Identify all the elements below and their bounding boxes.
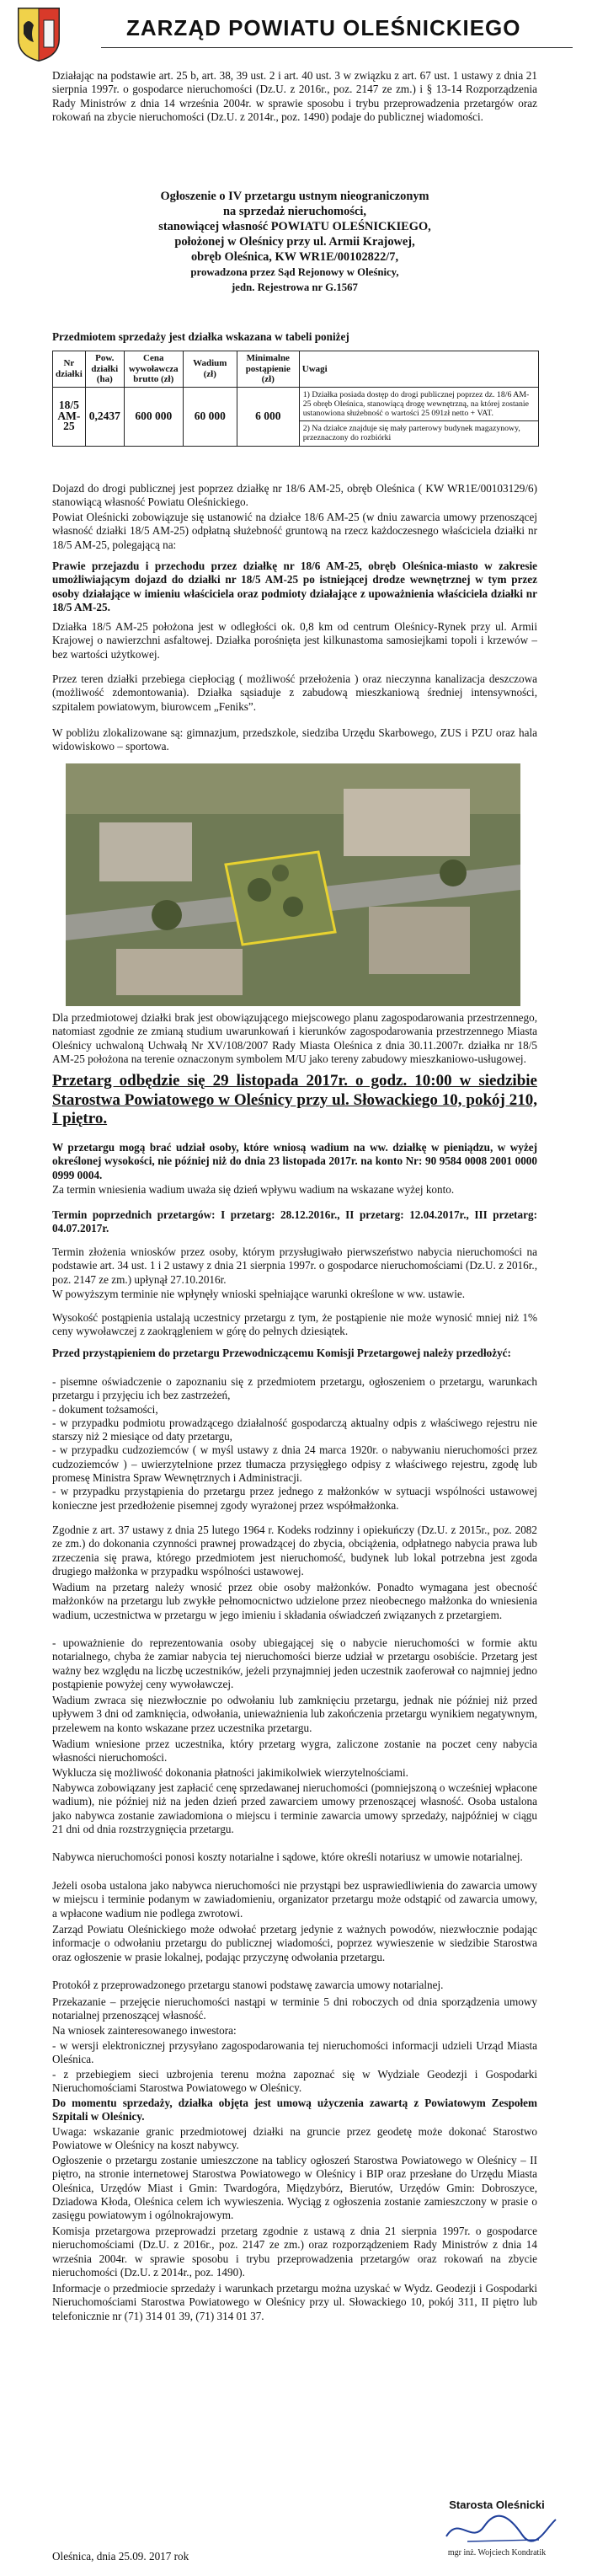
notes-cell: [299, 387, 538, 446]
legal-basis-paragraph: Działając na podstawie art. 25 b, art. 38, 39 ust. 2 i art. 40 ust. 3 w związku z art. 67 ust. 1 ustawy z dnia 21 sierpnia 1997r. o gospodarce nieruchomości (Dz.U. z 2016r., poz. 2147 ze zm.) i § 13-14 Rozporządzenia Rady Ministrów z dnia 14 września 2004r. w sprawie sposobu i trybu przeprowadzenia przetargów oraz rokowań na zbycie nieruchomości (Dz.U. z 2014r., poz. 1490) podaje do publicznej wiadomości.: [52, 69, 537, 123]
paragraph: - w wersji elektronicznej przysyłano zagospodarowania tej nieruchomości informacji udzieli Urząd Miasta Oleśnica.: [52, 2039, 537, 2066]
price-cell: 600 000: [124, 387, 183, 446]
title-line: obręb Oleśnica, KW WR1E/00102822/7,: [190, 250, 399, 264]
zoning-paragraph: Dla przedmiotowej działki brak jest obowiązującego miejscowego planu zagospodarowania przestrzennego, natomiast zgodnie ze zmianą studium uwarunkowań i kierunków zagospodarowania przestrzennego Miasta Oleśnicy uchwaloną Uchwałą Nr XV/108/2007 Rady Miasta Oleśnica z dnia 30.11.2007r. działka nr 18/5 AM-25 położona na terenie oznaczonym symbolem M/U jako tereny zabudowy mieszkaniowo-usługowej.: [52, 1011, 537, 1065]
paragraph: Protokół z przeprowadzonego przetargu stanowi podstawę zawarcia umowy notarialnej.: [52, 1979, 444, 1991]
table-header: Cena wywoławcza brutto (zł): [124, 351, 183, 388]
header: [8, 5, 584, 64]
paragraph: Przekazanie – przejęcie nieruchomości nastąpi w terminie 5 dni roboczych od dnia sporządzenia umowy notarialnej przenoszącej własność.: [52, 1995, 537, 2022]
list-item: - dokument tożsamości,: [52, 1402, 158, 1416]
paragraph: Zgodnie z art. 37 ustawy z dnia 25 lutego 1964 r. Kodeks rodzinny i opiekuńczy (Dz.U. z 2015r., poz. 2082 ze zm.) do dokonania czynności prawnej prowadzącej do zbycia, obciążenia, odpłatnego nabycia prawa lub zrzeczenia się prawa, którego przedmiotem jest nieruchomość, budynek lub lokal potrzebna jest zgoda drugiego małżonka w przypadku wspólności ustawowej.: [52, 1524, 537, 1577]
paragraph: Informacje o przedmiocie sprzedaży i warunkach przetargu można uzyskać w Wydz. Geodezji i Gospodarki Nieruchomościami Starostwa Powiatowego w Oleśnicy przy ul. Słowackiego 10, pokój 311, II piętro lub telefonicznie nr (71) 314 01 39, (71) 314 01 37.: [52, 2282, 537, 2322]
easement-paragraph: Prawie przejazdu i przechodu przez działkę nr 18/6 AM-25, obręb Oleśnica-miasto w zakresie umożliwiającym dojazd do działki nr 18/5 AM-25 po istniejącej drodze wewnętrznej w tym przez osoby działające w imieniu właściciela oraz podmioty działające z upoważnienia właściciela działki nr 18/5 AM-25.: [52, 560, 537, 613]
issue-date: Oleśnica, dnia 25.09. 2017 rok: [52, 2550, 189, 2563]
paragraph: - upoważnienie do reprezentowania osoby ubiegającej się o nabycie nieruchomości w formie aktu notarialnego, chyba że zamiar nabycia tej nieruchomości bierze udział w przetargu osobiście. Przetarg jest ważny bez względu na liczbę uczestników, jeżeli przynajmniej jeden uczestnik zaoferował co najmniej jedno postąpienie powyżej ceny wywoławczej.: [52, 1636, 537, 1690]
coat-of-arms-icon: [15, 5, 62, 62]
signature-icon: [421, 2511, 573, 2548]
organization-name: ZARZĄD POWIATU OLEŚNICKIEGO: [126, 15, 521, 40]
deposit-paragraph: W przetargu mogą brać udział osoby, które wniosą wadium na ww. działkę w pieniądzu, w wyżej określonej wysokości, nie później niż do dnia 23 listopada 2017r. na konto Nr: 90 9584 0008 2001 0000 0999 0004.: [52, 1141, 537, 1181]
header-divider: [101, 47, 573, 48]
auction-date-heading: Przetarg odbędzie się 29 listopada 2017r. o godz. 10:00 w siedzibie Starostwa Powiatowego w Oleśnicy przy ul. Słowackiego 10, pokój 210, I piętro.: [52, 1072, 537, 1127]
paragraph: Wadium wniesione przez uczestnika, który przetarg wygra, zaliczone zostanie na poczet ceny nabycia własności nieruchomości.: [52, 1738, 537, 1765]
paragraph: Uwaga: wskazanie granic przedmiotowej działki na gruncie przez geodetę może dokonać Starostwo Powiatowe w Oleśnicy na koszt nabywcy.: [52, 2125, 537, 2152]
paragraph: Wyklucza się możliwość dokonania płatności jakimikolwiek wierzytelnościami.: [52, 1766, 408, 1779]
list-item: - pisemne oświadczenie o zapoznaniu się z przedmiotem przetargu, ogłoszeniem o przetargu, warunkach przetargu i przyjęciu ich bez zastrzeżeń,: [52, 1375, 537, 1402]
plot-table: [52, 351, 539, 447]
deposit-cell: 60 000: [183, 387, 237, 446]
title-line: położonej w Oleśnicy przy ul. Armii Krajowej,: [174, 235, 415, 249]
paragraph: Działka 18/5 AM-25 położona jest w odległości ok. 0,8 km od centrum Oleśnicy-Rynek przy ul. Armii Krajowej o nawierzchni asfaltowej. Działka porośnięta jest kilkunastoma samosiejkami topoli i krzewów – bez wartości użytkowej.: [52, 620, 537, 661]
table-header: Pow. działki (ha): [85, 351, 124, 388]
deposit-note: Za termin wniesienia wadium uważa się dzień wpływu wadium na wskazane wyżej konto.: [52, 1183, 455, 1196]
title-line: na sprzedaż nieruchomości,: [223, 205, 366, 218]
plot-area-cell: 0,2437: [85, 387, 124, 446]
paragraph: Powiat Oleśnicki zobowiązuje się ustanowić na działce 18/6 AM-25 (w dniu zawarcia umowy przenoszącej własność działki 18/5 AM-25) odpłatną służebność gruntową na rzecz każdoczesnego właściciela działki nr 18/5 AM-25, polegającą na:: [52, 511, 537, 551]
paragraph: Komisja przetargowa przeprowadzi przetarg zgodnie z ustawą z dnia 21 sierpnia 1997r. o gospodarce nieruchomościami (Dz.U. z 2016r., poz. 2147 ze zm.) oraz rozporządzeniem Rady Ministrów z dnia 14 września 2004r. w sprawie sposobu i trybu przeprowadzenia przetargów oraz rokowań na zbycie nieruchomości (Dz.U. z 2014r., poz. 1490).: [52, 2225, 537, 2279]
paragraph: Ogłoszenie o przetargu zostanie umieszczone na tablicy ogłoszeń Starostwa Powiatowego w Oleśnicy – II piętro, na stronie internetowej Starostwa Powiatowego w Oleśnicy i BIP oraz przesłane do Urzędu Miasta Oleśnica, Urzędów Miast i Gmin: Twardogóra, Międzybórz, Bierutów, Urzędów Gmin: Dobroszyce, Dziadowa Kłoda, Oleśnica celem ich wywieszenia. Wyciąg z ogłoszenia zostanie zamieszczony w prasie o zasięgu powiatowym i ogólnokrajowym.: [52, 2154, 537, 2222]
table-header: Nr działki: [53, 351, 86, 388]
plot-number-cell: 18/5 AM-25: [53, 387, 86, 446]
paragraph: Wysokość postąpienia ustalają uczestnicy przetargu z tym, że postąpienie nie może wynosić mniej niż 1% ceny wywoławczej z zaokrągleniem w górę do pełnych dziesiątek.: [52, 1311, 537, 1338]
requirements-title: Przed przystąpieniem do przetargu Przewodniczącemu Komisji Przetargowej należy przedłożyć:: [52, 1347, 511, 1359]
table-header: Wadium (zł): [183, 351, 237, 388]
title-line: stanowiącej własność POWIATU OLEŚNICKIEGO,: [158, 220, 431, 233]
paragraph: Nabywca nieruchomości ponosi koszty notarialne i sądowe, które określi notariusz w umowie notarialnej.: [52, 1850, 523, 1863]
signer-title: Starosta Oleśnicki: [449, 2498, 545, 2511]
announcement-title: [52, 189, 537, 295]
paragraph: Przez teren działki przebiega ciepłociąg ( możliwość przełożenia ) oraz nieczynna kanalizacja deszczowa (możliwość zdemontowania). Działka sąsiaduje z zabudową mieszkaniową średniej intensywności, szpitalem powiatowym, biurowcem „Feniks”.: [52, 672, 537, 713]
title-line: jedn. Rejestrowa nr G.1567: [232, 281, 358, 293]
list-item: - w przypadku przystąpienia do przetargu przez jednego z małżonków w sytuacji wspólności ustawowej konieczne jest przedłożenie pisemnej zgody wyrażonej przez współmałżonka.: [52, 1485, 537, 1512]
list-item: - w przypadku cudzoziemców ( w myśl ustawy z dnia 24 marca 1920r. o nabywaniu nieruchomości przez cudzoziemców ) – uwierzytelnione przez tłumacza przysięgłego odpisy z właściwego rejestru, zgodę lub promesę Ministra Spraw Wewnętrznych i Administracji.: [52, 1443, 537, 1485]
paragraph: Wadium na przetarg należy wnosić przez obie osoby małżonków. Ponadto wymagana jest obecność małżonków na przetargu lub zwykłe pełnomocnictwo udzielone przez nieobecnego małżonka do wniesienia wadium, uczestnictwa w przetargu w jego imieniu i składania oświadczeń związanych z przetargiem.: [52, 1581, 537, 1621]
paragraph: Jeżeli osoba ustalona jako nabywca nieruchomości nie przystąpi bez usprawiedliwienia do zawarcia umowy w miejscu i terminie podanym w zawiadomieniu, organizator przetargu może odstąpić od zawarcia umowy, a wpłacone wadium nie podlega zwrotowi.: [52, 1879, 537, 1920]
table-header: Minimalne postąpienie (zł): [237, 351, 299, 388]
table-row: [53, 387, 539, 446]
table-header: Uwagi: [299, 351, 538, 388]
previous-auctions: Termin poprzednich przetargów: I przetarg: 28.12.2016r., II przetarg: 12.04.2017r., III przetarg: 04.07.2017r.: [52, 1208, 537, 1235]
note-item: 2) Na działce znajduje się mały parterowy budynek magazynowy, przeznaczony do rozbiórki: [300, 420, 538, 445]
requirements-list: [52, 1375, 537, 1513]
lending-agreement-paragraph: Do momentu sprzedaży, działka objęta jest umową użyczenia zawartą z Powiatowym Zespołem Szpitali w Oleśnicy.: [52, 2097, 537, 2123]
signer-name: mgr inż. Wojciech Kondratik: [447, 2548, 547, 2557]
title-line: Ogłoszenie o IV przetargu ustnym nieograniczonym: [160, 190, 429, 203]
paragraph: Termin złożenia wniosków przez osoby, którym przysługiwało pierwszeństwo nabycia nieruchomości na podstawie art. 34 ust. 1 i 2 ustawy z dnia 21 sierpnia 1997r. o gospodarce nieruchomościami (Dz.U. z 2016r., poz. 2147 ze zm.) upłynął 27.10.2016r.: [52, 1245, 537, 1286]
paragraph: - z przebiegiem sieci uzbrojenia terenu można zapoznać się w Wydziale Geodezji i Gospodarki Nieruchomościami Starostwa Powiatowego w Oleśnicy.: [52, 2068, 537, 2095]
table-header-row: [53, 351, 539, 388]
paragraph: Wadium zwraca się niezwłocznie po odwołaniu lub zamknięciu przetargu, jednak nie później niż przed upływem 3 dni od zamknięcia, odwołania, unieważnienia lub zakończenia przetargu wynikiem negatywnym, przelewem na konto wskazane przez uczestnika przetargu.: [52, 1694, 537, 1734]
signature-block: [421, 2498, 573, 2557]
paragraph: W powyższym terminie nie wpłynęły wnioski spełniające warunki określone w ww. ustawie.: [52, 1288, 466, 1300]
table-caption: Przedmiotem sprzedaży jest działka wskazana w tabeli poniżej: [52, 330, 349, 343]
paragraph: W pobliżu zlokalizowane są: gimnazjum, przedszkole, siedziba Urzędu Skarbowego, ZUS i PZU oraz hala widowiskowo – sportowa.: [52, 726, 537, 753]
title-line: prowadzona przez Sąd Rejonowy w Oleśnicy,: [190, 266, 399, 278]
paragraph: Nabywca zobowiązany jest zapłacić cenę sprzedawanej nieruchomości (pomniejszoną o wcześniej wpłacone wadium), nie później niż na jeden dzień przed zawarciem umowy przenoszącej własność. Osoba ustalona jako nabywca zostanie zawiadomiona o miejscu i terminie zawarcia umowy sprzedaży, najpóźniej w ciągu 21 dni od dnia rozstrzygnięcia przetargu.: [52, 1781, 537, 1835]
min-step-cell: 6 000: [237, 387, 299, 446]
paragraph: Dojazd do drogi publicznej jest poprzez działkę nr 18/6 AM-25, obręb Oleśnica ( KW WR1E/00103129/6) stanowiącą własność Powiatu Oleśnickiego.: [52, 482, 537, 509]
paragraph: Na wniosek zainteresowanego inwestora:: [52, 2024, 237, 2037]
paragraph: Zarząd Powiatu Oleśnickiego może odwołać przetarg jedynie z ważnych powodów, niezwłocznie podając informacje o odwołaniu przetargu do publicznej wiadomości, poprzez wywieszenie w siedzibie Starostwa oraz ogłoszenie w prasie lokalnej, podając przyczynę odwołania przetargu.: [52, 1923, 537, 1963]
note-item: 1) Działka posiada dostęp do drogi publicznej poprzez dz. 18/6 AM-25 obręb Oleśnica, stanowiącą drogę wewnętrzną, na której zostanie ustanowiona służebność o wartości 25 091zł netto + VAT.: [302, 389, 530, 418]
list-item: - w przypadku podmiotu prowadzącego działalność gospodarczą aktualny odpis z właściwego rejestru nie starszy niż 2 miesiące od daty przetargu,: [52, 1416, 537, 1443]
